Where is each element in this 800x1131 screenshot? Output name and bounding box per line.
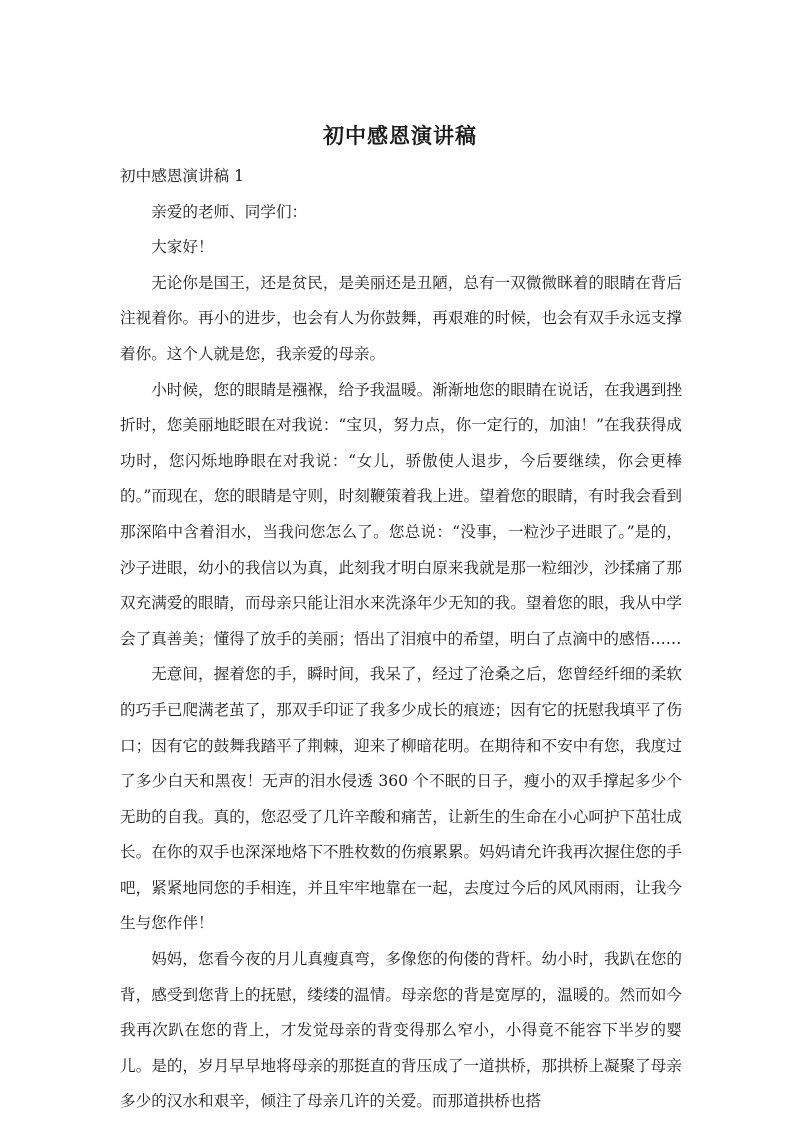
body-paragraph: 妈妈，您看今夜的月儿真瘦真弯，多像您的佝偻的背杆。幼小时，我趴在您的背，感受到您背上的抚慰，缕缕的温情。母亲您的背是宽厚的，温暖的。然而如今我再次趴在您的背上，才发觉母亲的背变得那么窄小，小得竟不能容下半岁的婴儿。是的，岁月早早地将母亲的那挺直的背压成了一道拱桥，那拱桥上凝聚了母亲多少的汉水和艰辛，倾注了母亲几许的关爱。而那道拱桥也搭: [120, 950, 682, 1111]
greeting-paragraph: 亲爱的老师、同学们：: [151, 202, 308, 221]
body-paragraph: 无意间，握着您的手，瞬时间，我呆了，经过了沧桑之后，您曾经纤细的柔软的巧手已爬满老茧了，那双手印证了我多少成长的痕迹；因有它的抚慰我填平了伤口；因有它的鼓舞我踏平了荆棘，迎来了柳暗花明。在期待和不安中有您，我度过了多少白天和黑夜！无声的泪水侵透 360 个不眠的日子，瘦小的双手撑起多少个无助的自我。真的，您忍受了几许辛酸和痛苦，让新生的生命在小心呵护下茁壮成长。在你的双手也深深地烙下不胜枚数的伤痕累累。妈妈请允许我再次握住您的手吧，紧紧地同您的手相连，并且牢牢地靠在一起，去度过今后的风风雨雨，让我今生与您作伴！: [120, 665, 682, 933]
greeting-paragraph: 大家好！: [151, 238, 214, 257]
document-body: [120, 159, 682, 1120]
body-paragraph: 无论你是国王，还是贫民，是美丽还是丑陋，总有一双微微眯着的眼睛在背后注视着你。再小的进步，也会有人为你鼓舞，再艰难的时候，也会有双手永远支撑着你。这个人就是您，我亲爱的母亲。: [120, 273, 682, 363]
page-title: 初中感恩演讲稿: [323, 124, 477, 148]
section-heading: 初中感恩演讲稿 1: [120, 167, 245, 185]
body-paragraph: 小时候，您的眼睛是襁褓，给予我温暖。渐渐地您的眼睛在说话，在我遇到挫折时，您美丽地眨眼在对我说：“宝贝，努力点，你一定行的，加油！”在我获得成功时，您闪烁地睁眼在对我说：“女儿，骄傲使人退步，今后要继续，你会更棒的。”而现在，您的眼睛是守则，时刻鞭策着我上进。望着您的眼睛，有时我会看到那深陷中含着泪水，当我问您怎么了。您总说：“没事，一粒沙子进眼了。”是的，沙子进眼，幼小的我信以为真，此刻我才明白原来我就是那一粒细沙，沙揉痛了那双充满爱的眼睛，而母亲只能让泪水来洗涤年少无知的我。望着您的眼，我从中学会了真善美；懂得了放手的美丽；悟出了泪痕中的希望，明白了点滴中的感悟……: [120, 380, 682, 648]
